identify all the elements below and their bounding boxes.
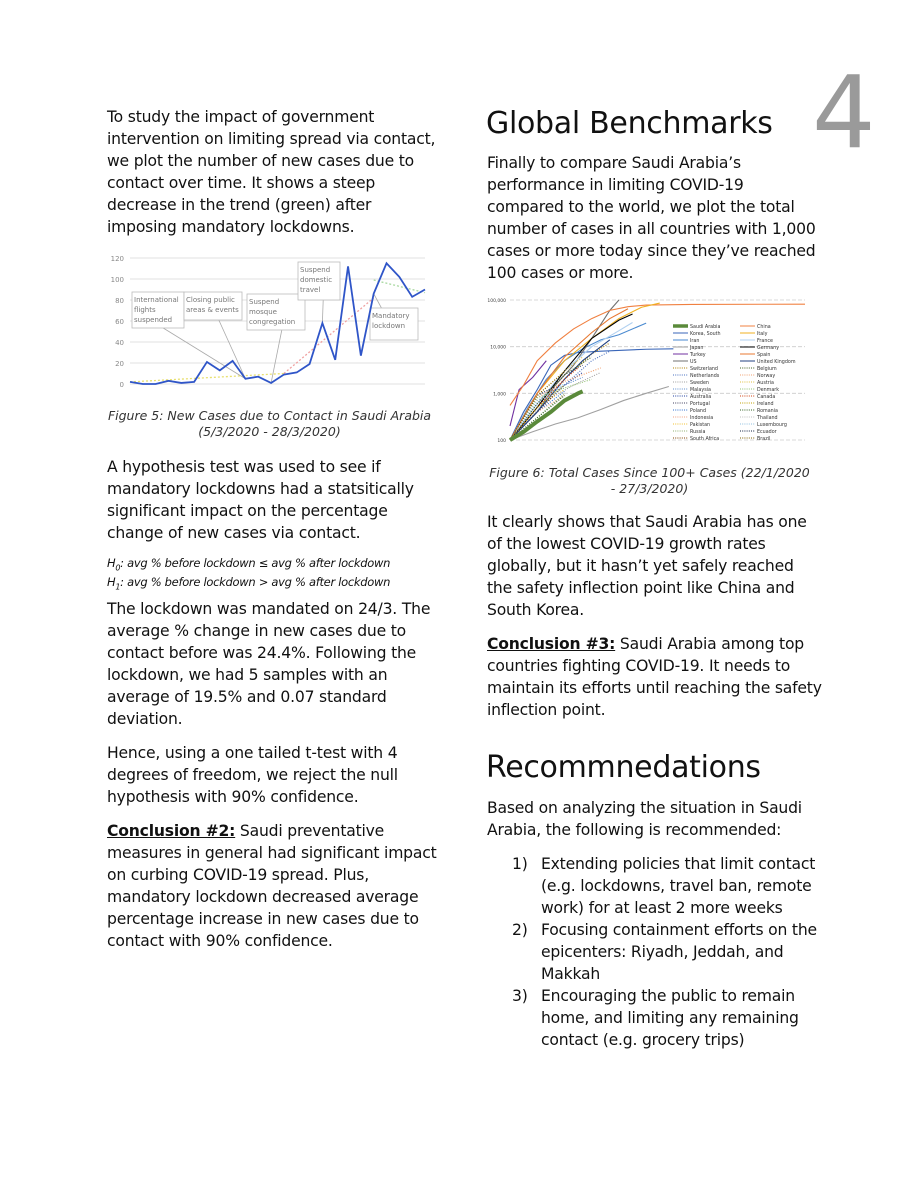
legend-label: Italy: [757, 332, 768, 337]
legend-label: Denmark: [757, 388, 780, 393]
y-tick-label: 100,000: [487, 299, 506, 304]
legend-label: South Africa: [690, 437, 720, 442]
annotation-text: Suspend: [249, 298, 280, 306]
legend-label: Iran: [690, 339, 700, 344]
callout-line: [322, 300, 323, 323]
growth-paragraph: It clearly shows that Saudi Arabia has one of the lowest COVID-19 growth rates globally, but it hasn’t yet safely reached the safety inflection point like China and South Korea.: [487, 513, 807, 619]
annotation-text: Closing public: [186, 296, 235, 304]
legend-label: Sweden: [690, 381, 709, 386]
legend-label: Turkey: [690, 353, 706, 358]
figure6-caption: Figure 6: Total Cases Since 100+ Cases (22/1/2020 - 27/3/2020): [489, 465, 810, 496]
y-tick-label: 60: [115, 318, 124, 326]
annotation-text: travel: [300, 286, 321, 294]
series-line: [510, 349, 673, 440]
recommendation-item: 1) Extending policies that limit contact (e.g. lockdowns, travel ban, remote work) for at least 2 more weeks: [512, 855, 816, 917]
legend-label: Korea, South: [690, 332, 721, 337]
series-line: [510, 351, 610, 440]
legend-label: Pakistan: [690, 423, 711, 428]
legend-label: Austria: [757, 381, 774, 386]
legend-label: China: [757, 325, 771, 330]
annotation-text: mosque: [249, 308, 277, 316]
y-tick-label: 10,000: [490, 345, 506, 351]
recommend-intro: Based on analyzing the situation in Saudi Arabia, the following is recommended:: [487, 799, 802, 839]
annotation-text: lockdown: [372, 322, 406, 330]
legend-label: Malaysia: [690, 388, 711, 393]
y-tick-label: 80: [115, 297, 124, 305]
recommendation-list: [512, 853, 817, 1051]
y-tick-label: 20: [115, 360, 124, 368]
annotation-text: domestic: [300, 276, 333, 284]
legend-label: Indonesia: [690, 416, 714, 421]
conclusion-2: [107, 820, 442, 952]
annotation-text: International: [134, 296, 179, 304]
annotation-text: suspended: [134, 316, 173, 324]
series-line: [510, 303, 660, 440]
contact-cases-chart: [100, 250, 435, 395]
y-tick-label: 0: [119, 381, 124, 389]
lockdown-paragraph: The lockdown was mandated on 24/3. The average % change in new cases due to contact before was 24.4%. Following the lockdown, we had 5 samples with an average of 19.5% and 0.07 standard deviation.: [107, 600, 431, 728]
ttest-paragraph: Hence, using a one tailed t-test with 4 degrees of freedom, we reject the null hypothesis with 90% confidence.: [107, 744, 398, 806]
legend-label: Russia: [690, 430, 706, 435]
legend-label: Australia: [690, 395, 712, 400]
legend-label: Ecuador: [757, 430, 777, 435]
legend-label: Netherlands: [690, 374, 720, 379]
total-cases-chart: [483, 292, 813, 452]
legend-label: Portugal: [690, 402, 710, 407]
legend-label: Thailand: [757, 416, 778, 421]
annotation-text: Suspend: [300, 266, 331, 274]
annotation-text: Mandatory: [372, 312, 410, 320]
annotation-text: congregation: [249, 318, 296, 326]
conclusion-3-text: Saudi Arabia among top countries fighting COVID-19. It needs to maintain its efforts until reaching the safety inflection point.: [487, 635, 822, 719]
conclusion-2-label: Conclusion #2:: [107, 822, 236, 840]
legend-label: Germany: [757, 346, 780, 351]
conclusion-2-text: Saudi preventative measures in general had significant impact on curbing COVID-19 spread. Plus, mandatory lockdown decreased average percentage increase in new cases due to contact with 90% confidence.: [107, 822, 437, 950]
benchmark-paragraph: Finally to compare Saudi Arabia’s performance in limiting COVID-19 compared to the world, we plot the total number of cases in all countries with 1,000 cases or more today since they’ve reached 100 cases or more.: [487, 154, 816, 282]
y-tick-label: 1,000: [493, 392, 506, 398]
recommendation-item: 2) Focusing containment efforts on the epicenters: Riyadh, Jeddah, and Makkah: [512, 921, 817, 983]
legend-label: United Kingdom: [757, 360, 796, 365]
series-line: [510, 368, 601, 440]
hypotheses: [107, 556, 390, 595]
legend-label: Luxembourg: [757, 423, 787, 428]
null-hypothesis: $H_0$: avg % before lockdown ≤ avg % after lockdown: [107, 556, 391, 573]
page-number: 4: [812, 54, 876, 171]
recommendation-item: 3) Encouraging the public to remain home, and limiting any remaining contact (e.g. grocery trips): [512, 987, 799, 1049]
legend-label: Spain: [757, 353, 771, 358]
series-line: [510, 323, 646, 440]
legend-label: Romania: [757, 409, 778, 414]
y-tick-label: 120: [110, 255, 124, 263]
annotation-text: flights: [134, 306, 156, 314]
annotation-text: areas & events: [186, 306, 239, 314]
legend-label: Japan: [690, 346, 704, 351]
legend-label: Switzerland: [690, 367, 718, 372]
y-tick-label: 40: [115, 339, 124, 347]
heading-recommendations: Recommnedations: [486, 750, 761, 785]
legend-label: France: [757, 339, 773, 344]
legend-label: US: [690, 360, 697, 365]
intro-paragraph: To study the impact of government intervention on limiting spread via contact, we plot the number of new cases due to contact over time. It shows a steep decrease in the trend (green) after imposing mandatory lockdowns.: [107, 108, 436, 236]
callout-line: [219, 320, 246, 379]
y-tick-label: 100: [497, 439, 506, 444]
legend-label: Canada: [757, 395, 776, 400]
legend-label: Poland: [690, 409, 707, 414]
conclusion-3: [487, 633, 822, 721]
callout-line: [163, 328, 245, 379]
legend-label: Saudi Arabia: [690, 325, 721, 330]
legend-label: Ireland: [757, 402, 774, 407]
y-tick-label: 100: [110, 276, 124, 284]
alt-hypothesis: $H_1$: avg % before lockdown > avg % after lockdown: [107, 575, 391, 592]
heading-global-benchmarks: Global Benchmarks: [486, 106, 773, 141]
callout-line: [271, 330, 282, 383]
hypothesis-paragraph: A hypothesis test was used to see if mandatory lockdowns had a statsitically significant impact on the percentage change of new cases via contact.: [107, 458, 414, 542]
trend-line: [374, 280, 425, 293]
conclusion-3-label: Conclusion #3:: [487, 635, 616, 653]
figure5-caption: Figure 5: New Cases due to Contact in Saudi Arabia (5/3/2020 - 28/3/2020): [107, 408, 432, 439]
legend-label: Brazil: [757, 437, 771, 442]
legend-label: Norway: [757, 374, 776, 379]
legend-label: Belgium: [757, 367, 777, 372]
series-line: [510, 343, 610, 440]
